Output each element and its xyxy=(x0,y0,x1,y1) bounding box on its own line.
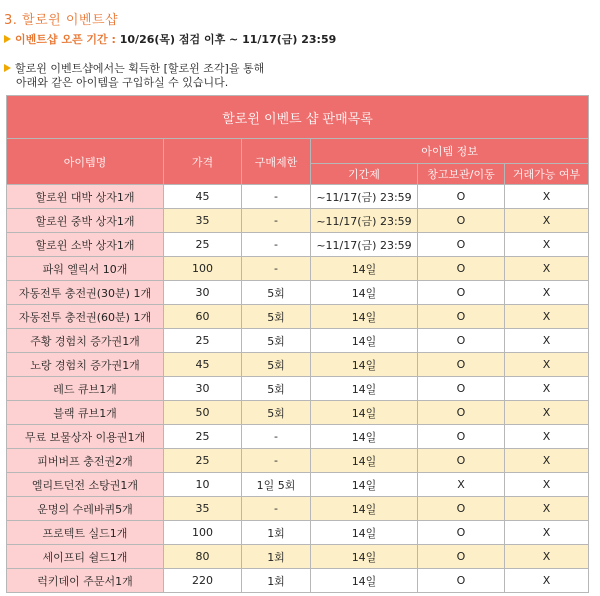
trade-cell: X xyxy=(505,257,589,281)
item-name-cell: 할로윈 소박 상자1개 xyxy=(7,233,164,257)
storage-cell: O xyxy=(418,257,505,281)
table-title: 할로윈 이벤트 샵 판매목록 xyxy=(7,96,589,139)
section-title: 3. 할로윈 이벤트샵 xyxy=(4,13,119,28)
item-name-cell: 파워 엘릭서 10개 xyxy=(7,257,164,281)
trade-cell: X xyxy=(505,377,589,401)
trade-cell: X xyxy=(505,209,589,233)
table-row xyxy=(7,209,589,233)
period-cell: 14일 xyxy=(311,497,418,521)
table-row xyxy=(7,401,589,425)
trade-cell: X xyxy=(505,545,589,569)
item-name-cell: 피버버프 충전권2개 xyxy=(7,449,164,473)
limit-cell: 5회 xyxy=(242,377,311,401)
item-name-cell: 자동전투 충전권(60분) 1개 xyxy=(7,305,164,329)
item-name-cell: 자동전투 충전권(30분) 1개 xyxy=(7,281,164,305)
period-cell: 14일 xyxy=(311,521,418,545)
trade-cell: X xyxy=(505,185,589,209)
trade-cell: X xyxy=(505,569,589,593)
open-period-label: 이벤트샵 오픈 기간 : xyxy=(15,33,116,46)
period-cell: 14일 xyxy=(311,329,418,353)
price-cell: 35 xyxy=(164,497,242,521)
limit-cell: - xyxy=(242,425,311,449)
price-cell: 80 xyxy=(164,545,242,569)
price-cell: 100 xyxy=(164,521,242,545)
limit-cell: 1회 xyxy=(242,569,311,593)
period-cell: ~11/17(금) 23:59 xyxy=(311,233,418,257)
arrow-bullet-icon xyxy=(4,35,11,43)
limit-cell: - xyxy=(242,449,311,473)
table-row xyxy=(7,257,589,281)
period-cell: 14일 xyxy=(311,257,418,281)
price-cell: 25 xyxy=(164,233,242,257)
table-row xyxy=(7,473,589,497)
header-period: 기간제 xyxy=(311,164,418,185)
arrow-bullet-icon xyxy=(4,64,11,72)
item-name-cell: 레드 큐브1개 xyxy=(7,377,164,401)
limit-cell: 5회 xyxy=(242,281,311,305)
item-name-cell: 할로윈 대박 상자1개 xyxy=(7,185,164,209)
item-name-cell: 주황 경험치 증가권1개 xyxy=(7,329,164,353)
storage-cell: O xyxy=(418,209,505,233)
item-name-cell: 세이프티 쉴드1개 xyxy=(7,545,164,569)
item-name-cell: 블랙 큐브1개 xyxy=(7,401,164,425)
price-cell: 10 xyxy=(164,473,242,497)
item-name-cell: 할로윈 중박 상자1개 xyxy=(7,209,164,233)
table-row xyxy=(7,305,589,329)
storage-cell: O xyxy=(418,497,505,521)
limit-cell: - xyxy=(242,233,311,257)
item-name-cell: 노랑 경험치 증가권1개 xyxy=(7,353,164,377)
table-row xyxy=(7,545,589,569)
price-cell: 50 xyxy=(164,401,242,425)
period-cell: 14일 xyxy=(311,353,418,377)
trade-cell: X xyxy=(505,473,589,497)
item-name-cell: 운명의 수레바퀴5개 xyxy=(7,497,164,521)
trade-cell: X xyxy=(505,497,589,521)
price-cell: 30 xyxy=(164,377,242,401)
notice-line-2: 아래와 같은 아이템을 구입하실 수 있습니다. xyxy=(16,76,229,89)
trade-cell: X xyxy=(505,281,589,305)
storage-cell: O xyxy=(418,521,505,545)
price-cell: 100 xyxy=(164,257,242,281)
limit-cell: - xyxy=(242,257,311,281)
limit-cell: - xyxy=(242,185,311,209)
storage-cell: O xyxy=(418,281,505,305)
storage-cell: O xyxy=(418,353,505,377)
limit-cell: 1일 5회 xyxy=(242,473,311,497)
header-trade: 거래가능 여부 xyxy=(505,164,589,185)
storage-cell: O xyxy=(418,545,505,569)
period-cell: 14일 xyxy=(311,545,418,569)
trade-cell: X xyxy=(505,449,589,473)
storage-cell: O xyxy=(418,569,505,593)
price-cell: 220 xyxy=(164,569,242,593)
table-row xyxy=(7,281,589,305)
header-item-info: 아이템 정보 xyxy=(311,139,589,164)
limit-cell: 1회 xyxy=(242,521,311,545)
table-row xyxy=(7,377,589,401)
table-row xyxy=(7,233,589,257)
price-cell: 30 xyxy=(164,281,242,305)
item-name-cell: 럭키데이 주문서1개 xyxy=(7,569,164,593)
table-row xyxy=(7,425,589,449)
trade-cell: X xyxy=(505,233,589,257)
price-cell: 60 xyxy=(164,305,242,329)
storage-cell: O xyxy=(418,305,505,329)
open-period-value: 10/26(목) 점검 이후 ~ 11/17(금) 23:59 xyxy=(119,33,337,46)
storage-cell: O xyxy=(418,401,505,425)
period-cell: 14일 xyxy=(311,473,418,497)
storage-cell: O xyxy=(418,329,505,353)
trade-cell: X xyxy=(505,329,589,353)
storage-cell: O xyxy=(418,425,505,449)
limit-cell: - xyxy=(242,497,311,521)
price-cell: 45 xyxy=(164,185,242,209)
price-cell: 25 xyxy=(164,449,242,473)
storage-cell: O xyxy=(418,233,505,257)
storage-cell: O xyxy=(418,449,505,473)
limit-cell: - xyxy=(242,209,311,233)
limit-cell: 5회 xyxy=(242,401,311,425)
table-row xyxy=(7,521,589,545)
price-cell: 45 xyxy=(164,353,242,377)
price-cell: 35 xyxy=(164,209,242,233)
trade-cell: X xyxy=(505,401,589,425)
table-row xyxy=(7,329,589,353)
notice xyxy=(4,62,264,90)
shop-item-table xyxy=(6,95,589,593)
price-cell: 25 xyxy=(164,329,242,353)
header-item-name: 아이템명 xyxy=(7,139,164,185)
trade-cell: X xyxy=(505,353,589,377)
item-name-cell: 무료 보물상자 이용권1개 xyxy=(7,425,164,449)
period-cell: 14일 xyxy=(311,305,418,329)
header-limit: 구매제한 xyxy=(242,139,311,185)
table-row xyxy=(7,185,589,209)
period-cell: 14일 xyxy=(311,401,418,425)
table-row xyxy=(7,449,589,473)
price-cell: 25 xyxy=(164,425,242,449)
period-cell: 14일 xyxy=(311,281,418,305)
storage-cell: O xyxy=(418,377,505,401)
period-cell: ~11/17(금) 23:59 xyxy=(311,185,418,209)
period-cell: 14일 xyxy=(311,377,418,401)
limit-cell: 5회 xyxy=(242,305,311,329)
limit-cell: 1회 xyxy=(242,545,311,569)
open-period xyxy=(4,31,336,47)
period-cell: 14일 xyxy=(311,425,418,449)
header-storage: 창고보관/이동 xyxy=(418,164,505,185)
table-row xyxy=(7,497,589,521)
notice-line-1: 할로윈 이벤트샵에서는 획득한 [할로윈 조각]을 통해 xyxy=(15,62,265,75)
item-name-cell: 프로텍트 실드1개 xyxy=(7,521,164,545)
storage-cell: O xyxy=(418,185,505,209)
period-cell: 14일 xyxy=(311,569,418,593)
header-price: 가격 xyxy=(164,139,242,185)
limit-cell: 5회 xyxy=(242,353,311,377)
item-name-cell: 엘리트던전 소탕권1개 xyxy=(7,473,164,497)
trade-cell: X xyxy=(505,521,589,545)
table-row xyxy=(7,353,589,377)
trade-cell: X xyxy=(505,305,589,329)
storage-cell: X xyxy=(418,473,505,497)
table-row xyxy=(7,569,589,593)
period-cell: ~11/17(금) 23:59 xyxy=(311,209,418,233)
limit-cell: 5회 xyxy=(242,329,311,353)
trade-cell: X xyxy=(505,425,589,449)
period-cell: 14일 xyxy=(311,449,418,473)
